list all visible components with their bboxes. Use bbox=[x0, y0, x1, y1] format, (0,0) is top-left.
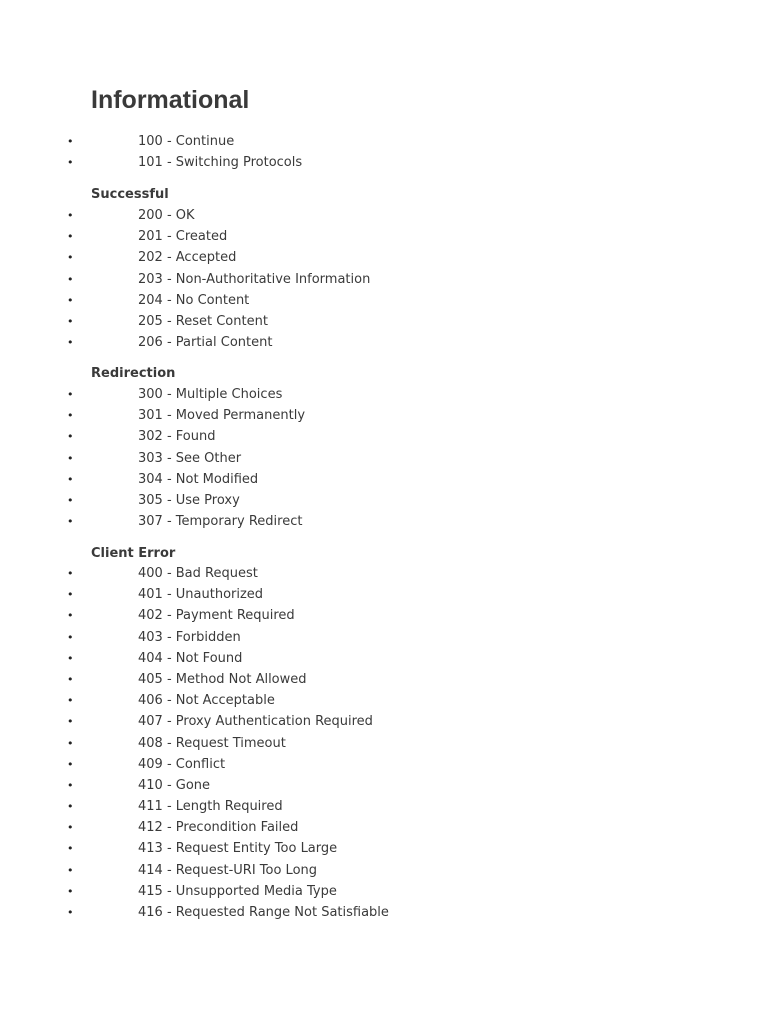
list-item bbox=[0, 584, 768, 605]
list-item bbox=[0, 469, 768, 490]
list-item bbox=[0, 426, 768, 447]
status-code-text: 403 - Forbidden bbox=[138, 629, 241, 645]
list-item bbox=[0, 290, 768, 311]
status-code-text: 409 - Conflict bbox=[138, 756, 226, 772]
bullet-icon: • bbox=[67, 757, 74, 771]
list-item bbox=[0, 860, 768, 881]
bullet-icon: • bbox=[67, 778, 74, 792]
status-code-text: 303 - See Other bbox=[138, 450, 242, 466]
bullet-icon: • bbox=[67, 821, 74, 835]
section-heading: Client Error bbox=[91, 546, 176, 561]
list-item bbox=[0, 269, 768, 290]
list-item bbox=[0, 627, 768, 648]
status-code-text: 412 - Precondition Failed bbox=[138, 820, 299, 836]
list-item bbox=[0, 690, 768, 711]
bullet-icon: • bbox=[67, 156, 74, 170]
status-code-text: 205 - Reset Content bbox=[138, 313, 268, 329]
status-code-text: 200 - OK bbox=[138, 208, 195, 223]
bullet-icon: • bbox=[67, 651, 74, 665]
list-item bbox=[0, 511, 768, 532]
status-code-text: 415 - Unsupported Media Type bbox=[138, 883, 337, 899]
bullet-icon: • bbox=[67, 906, 74, 919]
status-code-text: 302 - Found bbox=[138, 429, 216, 445]
list-item bbox=[0, 711, 768, 732]
status-code-text: 305 - Use Proxy bbox=[138, 492, 240, 508]
bullet-icon: • bbox=[67, 451, 74, 465]
status-code-text: 304 - Not Modified bbox=[138, 471, 259, 487]
status-code-text: 101 - Switching Protocols bbox=[138, 155, 303, 171]
status-code-list bbox=[0, 205, 768, 353]
list-item bbox=[0, 247, 768, 268]
status-code-text: 301 - Moved Permanently bbox=[138, 408, 306, 424]
status-code-text: 202 - Accepted bbox=[138, 250, 237, 266]
bullet-icon: • bbox=[67, 272, 74, 286]
status-code-text: 407 - Proxy Authentication Required bbox=[138, 714, 373, 730]
status-code-list bbox=[0, 384, 768, 532]
list-item bbox=[0, 311, 768, 332]
bullet-icon: • bbox=[67, 230, 74, 244]
status-code-text: 206 - Partial Content bbox=[138, 335, 273, 351]
status-code-text: 413 - Request Entity Too Large bbox=[138, 841, 338, 857]
status-code-text: 204 - No Content bbox=[138, 292, 250, 308]
status-code-text: 201 - Created bbox=[138, 229, 228, 245]
bullet-icon: • bbox=[67, 251, 74, 265]
bullet-icon: • bbox=[67, 567, 74, 580]
status-code-text: 414 - Request-URI Too Long bbox=[138, 862, 318, 878]
bullet-icon: • bbox=[67, 135, 74, 148]
list-item bbox=[0, 448, 768, 469]
bullet-icon: • bbox=[67, 493, 74, 507]
bullet-icon: • bbox=[67, 588, 74, 602]
list-item bbox=[0, 648, 768, 669]
list-item bbox=[0, 563, 768, 584]
list-item bbox=[0, 605, 768, 626]
list-item bbox=[0, 226, 768, 247]
status-code-text: 402 - Payment Required bbox=[138, 608, 295, 624]
status-code-text: 411 - Length Required bbox=[138, 799, 283, 815]
status-code-text: 405 - Method Not Allowed bbox=[138, 671, 307, 687]
list-item bbox=[0, 152, 768, 173]
bullet-icon: • bbox=[67, 736, 74, 750]
bullet-icon: • bbox=[67, 863, 74, 877]
status-code-text: 410 - Gone bbox=[138, 777, 211, 793]
bullet-icon: • bbox=[67, 800, 74, 814]
status-code-text: 307 - Temporary Redirect bbox=[138, 514, 303, 530]
bullet-icon: • bbox=[67, 409, 74, 423]
bullet-icon: • bbox=[67, 336, 74, 350]
bullet-icon: • bbox=[67, 209, 74, 222]
list-item bbox=[0, 384, 768, 405]
bullet-icon: • bbox=[67, 694, 74, 708]
page-title: Informational bbox=[91, 86, 250, 114]
status-code-list bbox=[0, 563, 768, 923]
bullet-icon: • bbox=[67, 842, 74, 856]
list-item bbox=[0, 205, 768, 226]
status-code-text: 404 - Not Found bbox=[138, 650, 243, 666]
bullet-icon: • bbox=[67, 609, 74, 623]
list-item bbox=[0, 796, 768, 817]
status-code-text: 406 - Not Acceptable bbox=[138, 693, 275, 709]
bullet-icon: • bbox=[67, 715, 74, 729]
bullet-icon: • bbox=[67, 515, 74, 529]
bullet-icon: • bbox=[67, 884, 74, 898]
list-item bbox=[0, 775, 768, 796]
bullet-icon: • bbox=[67, 430, 74, 444]
bullet-icon: • bbox=[67, 388, 74, 401]
bullet-icon: • bbox=[67, 314, 74, 328]
status-code-text: 401 - Unauthorized bbox=[138, 587, 264, 603]
bullet-icon: • bbox=[67, 293, 74, 307]
section-heading: Redirection bbox=[91, 366, 176, 381]
bullet-icon: • bbox=[67, 672, 74, 686]
list-item bbox=[0, 733, 768, 754]
list-item bbox=[0, 838, 768, 859]
status-code-text: 416 - Requested Range Not Satisfiable bbox=[138, 905, 389, 920]
bullet-icon: • bbox=[67, 630, 74, 644]
list-item bbox=[0, 405, 768, 426]
list-item bbox=[0, 131, 768, 152]
list-item bbox=[0, 490, 768, 511]
status-code-text: 300 - Multiple Choices bbox=[138, 387, 283, 402]
section-heading: Successful bbox=[91, 187, 169, 202]
status-code-text: 400 - Bad Request bbox=[138, 566, 258, 581]
list-item bbox=[0, 902, 768, 923]
list-item bbox=[0, 881, 768, 902]
status-code-list bbox=[0, 131, 768, 173]
list-item bbox=[0, 332, 768, 353]
status-code-text: 100 - Continue bbox=[138, 134, 235, 149]
list-item bbox=[0, 817, 768, 838]
list-item bbox=[0, 669, 768, 690]
status-code-text: 408 - Request Timeout bbox=[138, 735, 286, 751]
list-item bbox=[0, 754, 768, 775]
bullet-icon: • bbox=[67, 472, 74, 486]
status-code-text: 203 - Non-Authoritative Information bbox=[138, 271, 371, 287]
